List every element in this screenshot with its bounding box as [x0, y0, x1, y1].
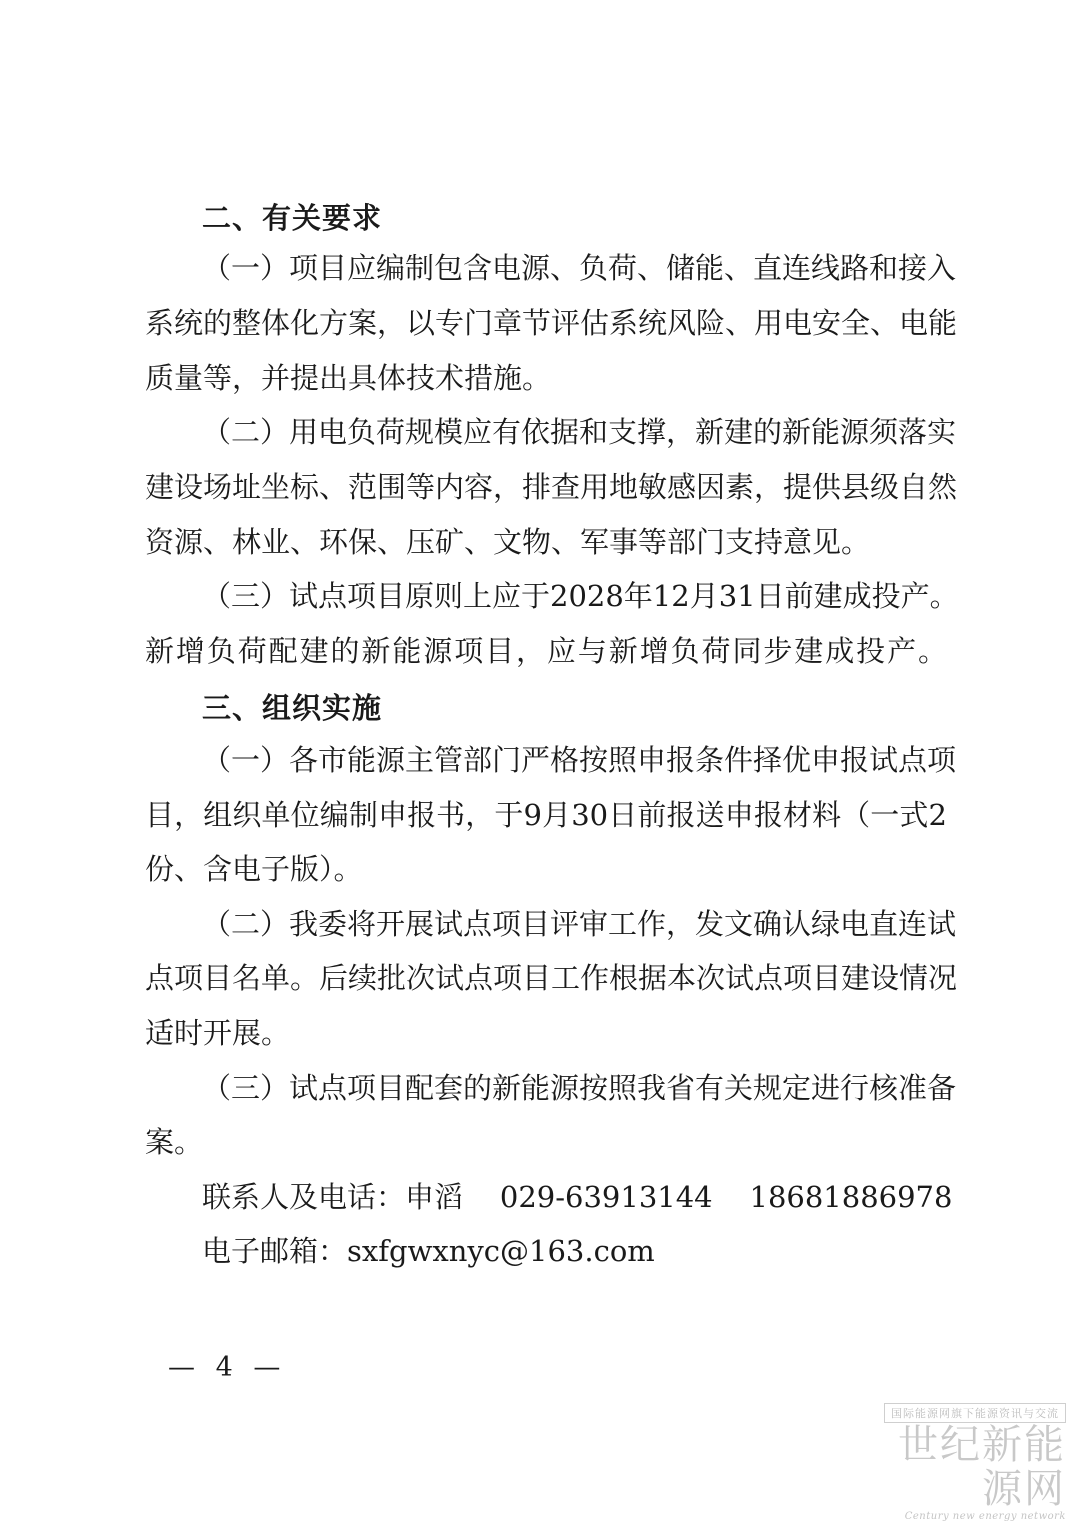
paragraph-line: 资源、林业、环保、压矿、文物、军事等部门支持意见。 — [145, 525, 871, 559]
paragraph-line: 建设场址坐标、范围等内容，排查用地敏感因素，提供县级自然 — [145, 470, 958, 504]
watermark-title: 世纪新能源网 — [898, 1422, 1066, 1512]
watermark-subtitle: Century new energy network — [904, 1511, 1066, 1522]
watermark-logo — [866, 1402, 1066, 1522]
contact-email: 电子邮箱：sxfgwxnyc@163.com — [202, 1234, 655, 1268]
paragraph-line: 份、含电子版）。 — [145, 852, 363, 886]
paragraph-line: （二）我委将开展试点项目评审工作，发文确认绿电直连试 — [202, 907, 957, 941]
paragraph-line: （一）各市能源主管部门严格按照申报条件择优申报试点项 — [202, 743, 957, 777]
paragraph-line: 案。 — [145, 1125, 204, 1159]
paragraph-line: 目，组织单位编制申报书，于9月30日前报送申报材料（一式2 — [145, 798, 947, 832]
contact-phone: 联系人及电话：申滔 029-63913144 18681886978 — [202, 1180, 953, 1214]
paragraph-line: 新增负荷配建的新能源项目，应与新增负荷同步建成投产。 — [145, 634, 947, 668]
watermark-tagline: 国际能源网旗下能源资讯与交流 — [884, 1403, 1066, 1423]
paragraph-line: （二）用电负荷规模应有依据和支撑，新建的新能源须落实 — [202, 415, 957, 449]
paragraph-line: 点项目名单。后续批次试点项目工作根据本次试点项目建设情况 — [145, 961, 958, 995]
section-heading-implementation: 三、组织实施 — [202, 691, 383, 725]
paragraph-line: （三）试点项目配套的新能源按照我省有关规定进行核准备 — [202, 1071, 957, 1105]
paragraph-line: 系统的整体化方案，以专门章节评估系统风险、用电安全、电能 — [145, 306, 958, 340]
paragraph-line: （三）试点项目原则上应于2028年12月31日前建成投产。 — [202, 579, 959, 613]
paragraph-line: 适时开展。 — [145, 1016, 291, 1050]
paragraph-line: （一）项目应编制包含电源、负荷、储能、直连线路和接入 — [202, 251, 957, 285]
page-number: — 4 — — [168, 1352, 287, 1383]
paragraph-line: 质量等，并提出具体技术措施。 — [145, 361, 552, 395]
section-heading-requirements: 二、有关要求 — [202, 201, 383, 235]
